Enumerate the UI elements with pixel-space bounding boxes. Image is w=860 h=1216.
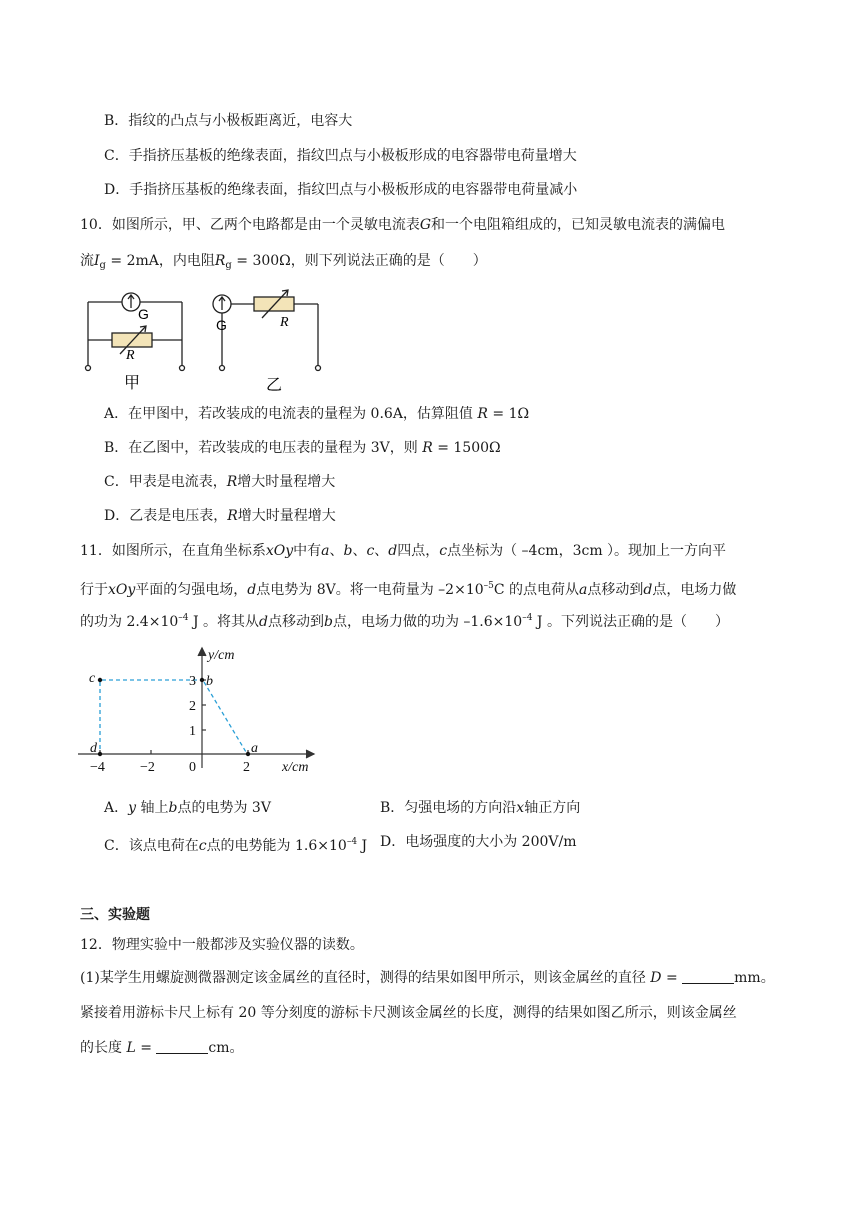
label-R-yi: R (280, 315, 289, 330)
point-a (246, 752, 250, 756)
q9-option-b: B．指纹的凸点与小极板距离近，电容大 (104, 113, 353, 129)
circuit-yi (213, 290, 321, 371)
answer-blank-length[interactable] (156, 1039, 208, 1054)
q11-option-d: D．电场强度的大小为 200V/m (380, 834, 577, 850)
label-d: d (90, 741, 97, 756)
label-yi: 乙 (266, 375, 283, 394)
q12-stem: 12．物理实验中一般都涉及实验仪器的读数。 (80, 937, 364, 953)
q12-part1-line1: (1)某学生用螺旋测微器测定该金属丝的直径时，测得的结果如图甲所示，则该金属丝的直径 D = mm。 (80, 970, 775, 986)
q11-stem-line3: 的功为 $2.4\times 10^{-4}$ J 。将其从d点移动到b点，电场力做的功为 $-1.6\times 10^{-4}$ J 。下列说法正确的是（ ） (80, 613, 729, 630)
q12-part1-line2: 紧接着用游标卡尺上标有 20 等分刻度的游标卡尺测该金属丝的长度，测得的结果如图乙所示，则该金属丝 (80, 1005, 737, 1021)
circuit-jia (86, 293, 185, 371)
q11-option-b: B．匀强电场的方向沿x轴正方向 (380, 800, 581, 816)
tick-y-1: 1 (189, 724, 196, 739)
q9-option-c: C．手指挤压基板的绝缘表面，指纹凹点与小极板形成的电容器带电荷量增大 (104, 148, 577, 164)
tick-x-2: 2 (243, 760, 250, 775)
q11-option-c: C．该点电荷在c点的电势能为 $1.6\times 10^{-4}$ J (104, 837, 368, 854)
answer-blank-diameter[interactable] (682, 969, 734, 984)
section-title: 三、实验题 (80, 907, 150, 923)
label-jia: 甲 (124, 373, 141, 392)
label-c: c (89, 671, 96, 686)
q10-option-a: A．在甲图中，若改装成的电流表的量程为 0.6A，估算阻值 R = 1Ω (104, 406, 530, 422)
q11-option-a: A．y 轴上b点的电势为 3V (104, 800, 271, 816)
q11-stem-line2: 行于xOy平面的匀强电场，d点电势为 8V。将一电荷量为 $-2\times 10^{-5}C$ 的点电荷从a点移动到d点，电场力做 (80, 581, 737, 598)
label-R-jia: R (126, 348, 135, 363)
dashed-ba (204, 682, 246, 752)
q11-stem-line1: 11．如图所示，在直角坐标系xOy中有a、b、c、d四点，c点坐标为（ –4cm，3cm ）。现加上一方向平 (80, 543, 727, 559)
tick-origin: 0 (189, 760, 196, 775)
q9-option-d: D．手指挤压基板的绝缘表面，指纹凹点与小极板形成的电容器带电荷量减小 (104, 182, 578, 198)
tick-x-m4: −4 (90, 760, 105, 775)
q10-stem-line1: 10．如图所示，甲、乙两个电路都是由一个灵敏电流表G和一个电阻箱组成的，已知灵敏电流表的满偏电 (80, 217, 726, 233)
point-d (98, 752, 102, 756)
tick-x-m2: −2 (140, 760, 155, 775)
q12-part1-line3: 的长度 L = cm。 (80, 1040, 244, 1056)
y-axis-label: y/cm (208, 648, 235, 663)
q10-option-b: B．在乙图中，若改装成的电压表的量程为 3V，则 R = 1500Ω (104, 440, 501, 456)
x-axis-label: x/cm (282, 760, 309, 775)
point-b (200, 678, 204, 682)
point-c (98, 678, 102, 682)
q10-circuit-figure (78, 288, 338, 396)
q10-option-c: C．甲表是电流表，R增大时量程增大 (104, 474, 336, 490)
tick-y-3: 3 (189, 674, 196, 689)
tick-y-2: 2 (189, 699, 196, 714)
label-G-jia: G (138, 306, 149, 322)
label-a: a (251, 741, 258, 756)
label-b: b (206, 674, 213, 689)
q11-coordinate-graph (76, 640, 336, 776)
label-G-yi: G (216, 317, 227, 333)
q10-stem-line2: 流$I_g = 2mA$，内电阻$R_g = 300\Omega$，则下列说法正确的是（ ） (80, 253, 487, 271)
q10-option-d: D．乙表是电压表，R增大时量程增大 (104, 508, 336, 524)
